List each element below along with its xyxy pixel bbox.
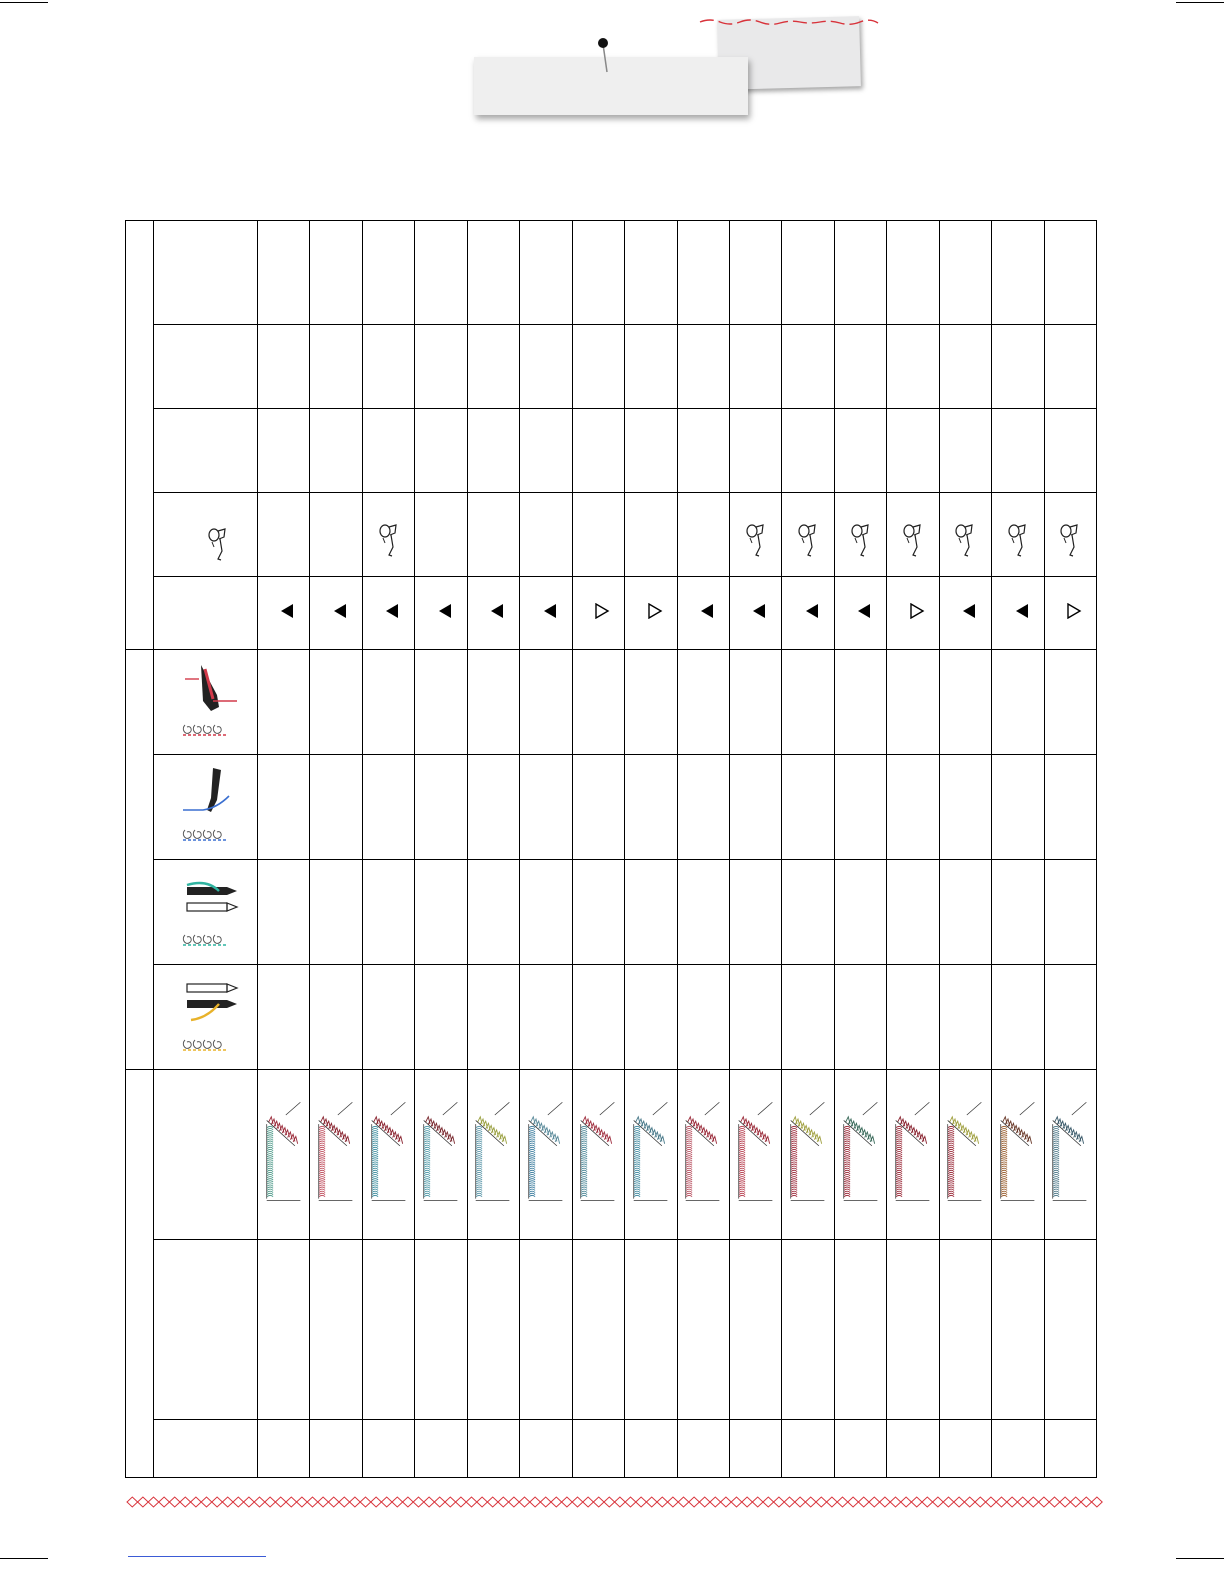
table-cell [520, 965, 572, 1070]
table-cell [362, 650, 414, 755]
table-cell [1044, 1240, 1096, 1420]
feed-left-filled-icon [804, 603, 820, 619]
row-label-cell [154, 860, 258, 965]
presser-foot-icon [795, 521, 821, 561]
table-cell [310, 860, 362, 965]
table-cell [415, 1240, 467, 1420]
presser-foot-icon [900, 521, 926, 561]
table-cell [939, 325, 991, 409]
table-row [126, 650, 1097, 755]
table-cell [782, 1420, 834, 1478]
stitch-sample-icon [998, 1099, 1038, 1211]
table-cell [1044, 409, 1096, 493]
table-cell [729, 1420, 781, 1478]
table-cell [310, 650, 362, 755]
table-cell [677, 755, 729, 860]
row-label-cell [154, 1070, 258, 1240]
table-cell [362, 577, 414, 650]
table-cell [992, 755, 1044, 860]
table-cell [834, 577, 886, 650]
table-cell [310, 409, 362, 493]
table-row [126, 755, 1097, 860]
footer-underline [128, 1556, 266, 1557]
table-cell [520, 325, 572, 409]
table-cell [992, 493, 1044, 577]
table-row [126, 577, 1097, 650]
table-cell [362, 1240, 414, 1420]
table-cell [677, 860, 729, 965]
stitch-sample-icon [683, 1099, 723, 1211]
table-cell [1044, 650, 1096, 755]
row-label-cell [154, 1420, 258, 1478]
table-cell [258, 1420, 310, 1478]
table-cell [887, 1240, 939, 1420]
table-cell [415, 650, 467, 755]
table-cell [258, 860, 310, 965]
stitch-sample-icon [526, 1099, 566, 1211]
stitch-sample-icon [264, 1099, 304, 1211]
feed-right-outline-icon [647, 603, 663, 619]
table-cell [310, 493, 362, 577]
row-label-cell [154, 755, 258, 860]
table-cell [887, 755, 939, 860]
table-cell [310, 1420, 362, 1478]
table-cell [258, 1070, 310, 1240]
table-row [126, 860, 1097, 965]
table-cell [887, 221, 939, 325]
table-cell [572, 221, 624, 325]
table-cell [782, 493, 834, 577]
table-cell [310, 221, 362, 325]
table-cell [992, 860, 1044, 965]
table-cell [677, 1070, 729, 1240]
table-cell [520, 493, 572, 577]
feed-left-filled-icon [1014, 603, 1030, 619]
table-cell [467, 965, 519, 1070]
table-cell [572, 1070, 624, 1240]
table-cell [992, 1070, 1044, 1240]
table-cell [992, 1420, 1044, 1478]
table-cell [939, 1070, 991, 1240]
table-cell [887, 1070, 939, 1240]
stitch-sample-icon [1050, 1099, 1090, 1211]
crop-mark [1176, 1558, 1224, 1559]
presser-foot-icon [1005, 521, 1031, 561]
table-cell [992, 1240, 1044, 1420]
table-cell [887, 409, 939, 493]
table-cell [520, 1240, 572, 1420]
table-cell [415, 221, 467, 325]
table-cell [625, 1240, 677, 1420]
red-thread-decoration [698, 16, 880, 28]
table-cell [834, 650, 886, 755]
feed-left-filled-icon [542, 603, 558, 619]
feed-left-filled-icon [699, 603, 715, 619]
table-cell [677, 965, 729, 1070]
table-cell [887, 1420, 939, 1478]
table-cell [258, 221, 310, 325]
table-cell [415, 1070, 467, 1240]
row-label-cell [154, 965, 258, 1070]
table-cell [1044, 860, 1096, 965]
feed-left-filled-icon [489, 603, 505, 619]
table-cell [467, 860, 519, 965]
table-cell [729, 860, 781, 965]
feed-right-outline-icon [594, 603, 610, 619]
table-cell [939, 409, 991, 493]
table-cell [782, 650, 834, 755]
crop-mark [0, 1558, 48, 1559]
feed-left-filled-icon [961, 603, 977, 619]
table-cell [939, 493, 991, 577]
table-cell [834, 493, 886, 577]
stitch-sample-icon [736, 1099, 776, 1211]
table-cell [834, 1070, 886, 1240]
stitch-sample-icon [421, 1099, 461, 1211]
table-cell [782, 409, 834, 493]
table-cell [834, 1240, 886, 1420]
stitch-reference-table [125, 220, 1097, 1478]
table-cell [677, 650, 729, 755]
table-cell [415, 577, 467, 650]
table-cell [992, 577, 1044, 650]
table-cell [520, 860, 572, 965]
table-cell [258, 493, 310, 577]
table-cell [467, 221, 519, 325]
section-label-cell [126, 650, 154, 1070]
table-cell [1044, 1070, 1096, 1240]
table-cell [782, 221, 834, 325]
table-cell [887, 325, 939, 409]
table-cell [362, 1070, 414, 1240]
table-cell [887, 493, 939, 577]
table-row [126, 493, 1097, 577]
table-cell [782, 965, 834, 1070]
table-cell [572, 325, 624, 409]
table-cell [572, 577, 624, 650]
table-cell [677, 577, 729, 650]
diamond-stitch-border [123, 1494, 1103, 1510]
row-label-cell [154, 409, 258, 493]
feed-left-filled-icon [279, 603, 295, 619]
table-cell [415, 1420, 467, 1478]
table-cell [1044, 755, 1096, 860]
stitch-sample-icon [893, 1099, 933, 1211]
table-cell [939, 577, 991, 650]
table-cell [572, 755, 624, 860]
table-cell [520, 221, 572, 325]
table-cell [258, 325, 310, 409]
table-cell [520, 409, 572, 493]
table-cell [939, 221, 991, 325]
table-cell [258, 755, 310, 860]
table-cell [834, 860, 886, 965]
table-cell [834, 325, 886, 409]
table-cell [625, 221, 677, 325]
table-cell [782, 1070, 834, 1240]
table-cell [677, 325, 729, 409]
table-cell [729, 1240, 781, 1420]
table-cell [415, 325, 467, 409]
table-cell [258, 1240, 310, 1420]
table-cell [1044, 493, 1096, 577]
table-cell [362, 1420, 414, 1478]
row-label-cell [154, 577, 258, 650]
table-cell [939, 1420, 991, 1478]
table-cell [467, 650, 519, 755]
table-cell [887, 965, 939, 1070]
row-label-cell [154, 325, 258, 409]
table-cell [415, 965, 467, 1070]
table-cell [310, 577, 362, 650]
table-cell [677, 493, 729, 577]
row-label-cell [154, 493, 258, 577]
table-cell [520, 577, 572, 650]
table-cell [572, 965, 624, 1070]
table-cell [939, 755, 991, 860]
table-cell [625, 577, 677, 650]
table-cell [939, 1240, 991, 1420]
table-cell [467, 1070, 519, 1240]
table-cell [415, 409, 467, 493]
table-cell [992, 221, 1044, 325]
section-label-cell [126, 221, 154, 650]
feed-left-filled-icon [384, 603, 400, 619]
crop-mark [1176, 2, 1224, 3]
table-cell [625, 1420, 677, 1478]
presser-foot-icon [848, 521, 874, 561]
table-cell [939, 650, 991, 755]
table-cell [520, 650, 572, 755]
table-cell [520, 1420, 572, 1478]
table-cell [992, 650, 1044, 755]
table-cell [729, 221, 781, 325]
table-cell [939, 860, 991, 965]
table-cell [467, 1240, 519, 1420]
table-cell [939, 965, 991, 1070]
table-cell [258, 409, 310, 493]
table-cell [258, 965, 310, 1070]
table-cell [520, 1070, 572, 1240]
table-cell [415, 493, 467, 577]
table-cell [467, 755, 519, 860]
table-cell [362, 755, 414, 860]
feed-left-filled-icon [437, 603, 453, 619]
table-row [126, 221, 1097, 325]
table-cell [572, 1420, 624, 1478]
feed-left-filled-icon [856, 603, 872, 619]
table-cell [362, 860, 414, 965]
table-cell [729, 755, 781, 860]
table-row [126, 325, 1097, 409]
table-cell [625, 325, 677, 409]
presser-foot-icon [952, 521, 978, 561]
table-cell [310, 755, 362, 860]
lower-looper-thread-icon [177, 760, 241, 850]
table-cell [677, 221, 729, 325]
table-cell [992, 965, 1044, 1070]
table-cell [310, 1240, 362, 1420]
table-cell [1044, 221, 1096, 325]
table-cell [834, 755, 886, 860]
feed-right-outline-icon [909, 603, 925, 619]
table-cell [782, 325, 834, 409]
table-cell [834, 409, 886, 493]
table-cell [677, 1240, 729, 1420]
table-cell [992, 325, 1044, 409]
right-needle-thread-icon [177, 865, 241, 955]
feed-right-outline-icon [1066, 603, 1082, 619]
stitch-sample-icon [631, 1099, 671, 1211]
table-cell [782, 1240, 834, 1420]
table-cell [572, 650, 624, 755]
feed-left-filled-icon [332, 603, 348, 619]
table-cell [572, 493, 624, 577]
table-cell [467, 1420, 519, 1478]
table-cell [310, 325, 362, 409]
table-cell [729, 1070, 781, 1240]
table-cell [415, 860, 467, 965]
presser-foot-icon [205, 525, 231, 565]
table-cell [625, 409, 677, 493]
table-cell [1044, 965, 1096, 1070]
table-cell [887, 650, 939, 755]
presser-foot-icon [376, 521, 402, 561]
pin-icon [596, 36, 618, 76]
table-cell [362, 221, 414, 325]
feed-left-filled-icon [751, 603, 767, 619]
stitch-sample-icon [945, 1099, 985, 1211]
table-cell [415, 755, 467, 860]
table-cell [467, 325, 519, 409]
table-cell [258, 650, 310, 755]
stitch-sample-icon [841, 1099, 881, 1211]
table-cell [467, 577, 519, 650]
table-cell [782, 860, 834, 965]
table-cell [362, 409, 414, 493]
presser-foot-icon [1057, 521, 1083, 561]
row-label-cell [154, 650, 258, 755]
table-row [126, 1240, 1097, 1420]
table-row [126, 409, 1097, 493]
table-row [126, 965, 1097, 1070]
table-cell [729, 577, 781, 650]
stitch-sample-icon [788, 1099, 828, 1211]
table-cell [729, 493, 781, 577]
table-cell [625, 493, 677, 577]
table-cell [310, 965, 362, 1070]
table-cell [258, 577, 310, 650]
table-cell [834, 965, 886, 1070]
row-label-cell [154, 221, 258, 325]
table-cell [520, 755, 572, 860]
table-cell [572, 1240, 624, 1420]
table-cell [677, 409, 729, 493]
table-cell [729, 409, 781, 493]
presser-foot-icon [743, 521, 769, 561]
table-cell [572, 860, 624, 965]
table-cell [362, 965, 414, 1070]
table-cell [625, 755, 677, 860]
row-label-cell [154, 1240, 258, 1420]
table-row [126, 1420, 1097, 1478]
table-cell [625, 650, 677, 755]
table-cell [625, 860, 677, 965]
upper-looper-thread-icon [177, 655, 241, 745]
stitch-sample-icon [369, 1099, 409, 1211]
stitch-sample-icon [578, 1099, 618, 1211]
table-cell [729, 965, 781, 1070]
table-cell [572, 409, 624, 493]
section-label-cell [126, 1070, 154, 1478]
table-cell [887, 577, 939, 650]
table-cell [625, 965, 677, 1070]
table-cell [310, 1070, 362, 1240]
stitch-sample-icon [473, 1099, 513, 1211]
table-cell [782, 577, 834, 650]
table-cell [729, 650, 781, 755]
table-cell [1044, 325, 1096, 409]
table-cell [782, 755, 834, 860]
table-cell [834, 221, 886, 325]
table-cell [992, 409, 1044, 493]
table-cell [625, 1070, 677, 1240]
crop-mark [0, 2, 48, 3]
table-row [126, 1070, 1097, 1240]
table-cell [834, 1420, 886, 1478]
table-cell [467, 409, 519, 493]
table-cell [729, 325, 781, 409]
stitch-sample-icon [316, 1099, 356, 1211]
table-cell [677, 1420, 729, 1478]
table-cell [1044, 577, 1096, 650]
table-cell [362, 325, 414, 409]
table-cell [1044, 1420, 1096, 1478]
table-cell [467, 493, 519, 577]
table-cell [362, 493, 414, 577]
left-needle-thread-icon [177, 970, 241, 1060]
table-cell [887, 860, 939, 965]
